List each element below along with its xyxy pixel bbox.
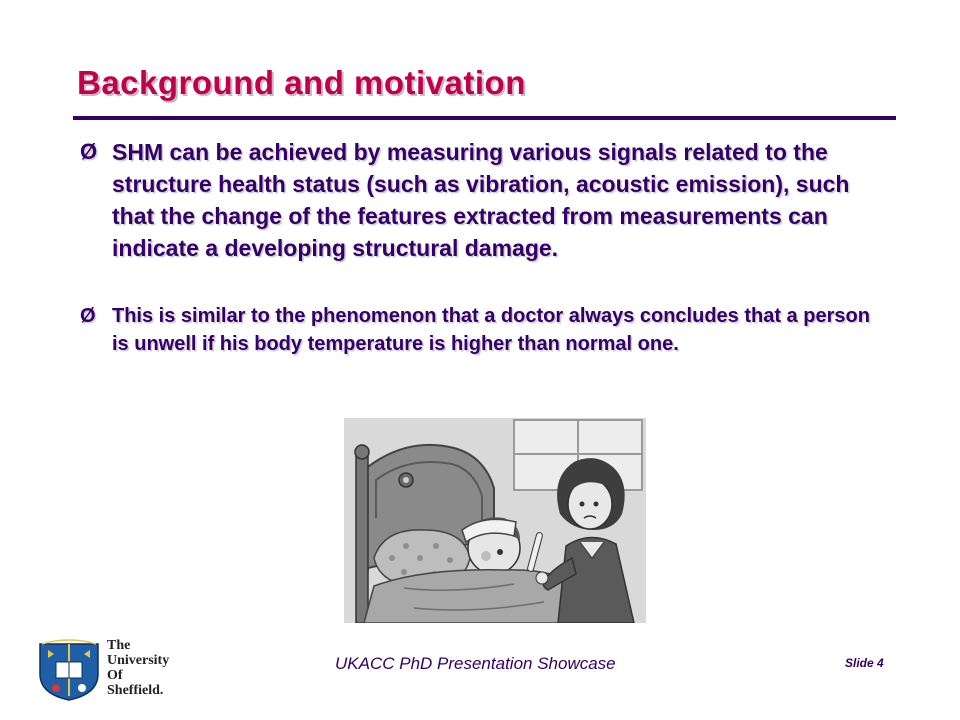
wordmark-line: University: [107, 653, 170, 668]
wordmark-line: Of: [107, 668, 123, 683]
sick-child-illustration: [344, 418, 646, 623]
bullet-item: [80, 302, 870, 358]
arrow-bullet-icon: Ø: [80, 139, 98, 164]
title-underline: [73, 116, 896, 120]
bullet-text: This is similar to the phenomenon that a doctor always concludes that a person is unwell if his body temperature is higher than normal one.: [112, 305, 870, 355]
footer-title: UKACC PhD Presentation Showcase: [335, 654, 616, 673]
bullet-text: SHM can be achieved by measuring various signals related to the structure health status (such as vibration, acoustic emission), such that the change of the features extracted from measurements can indicate a developing structural damage.: [112, 139, 850, 261]
wordmark-line: Sheffield.: [107, 683, 164, 698]
slide-number: Slide 4: [845, 656, 884, 670]
bullet-list: [80, 136, 870, 358]
slide-title: Background and motivation: [77, 64, 526, 101]
arrow-bullet-icon: Ø: [80, 305, 96, 327]
university-wordmark: [107, 638, 169, 698]
wordmark-line: The: [107, 638, 131, 653]
bullet-item: [80, 136, 870, 264]
